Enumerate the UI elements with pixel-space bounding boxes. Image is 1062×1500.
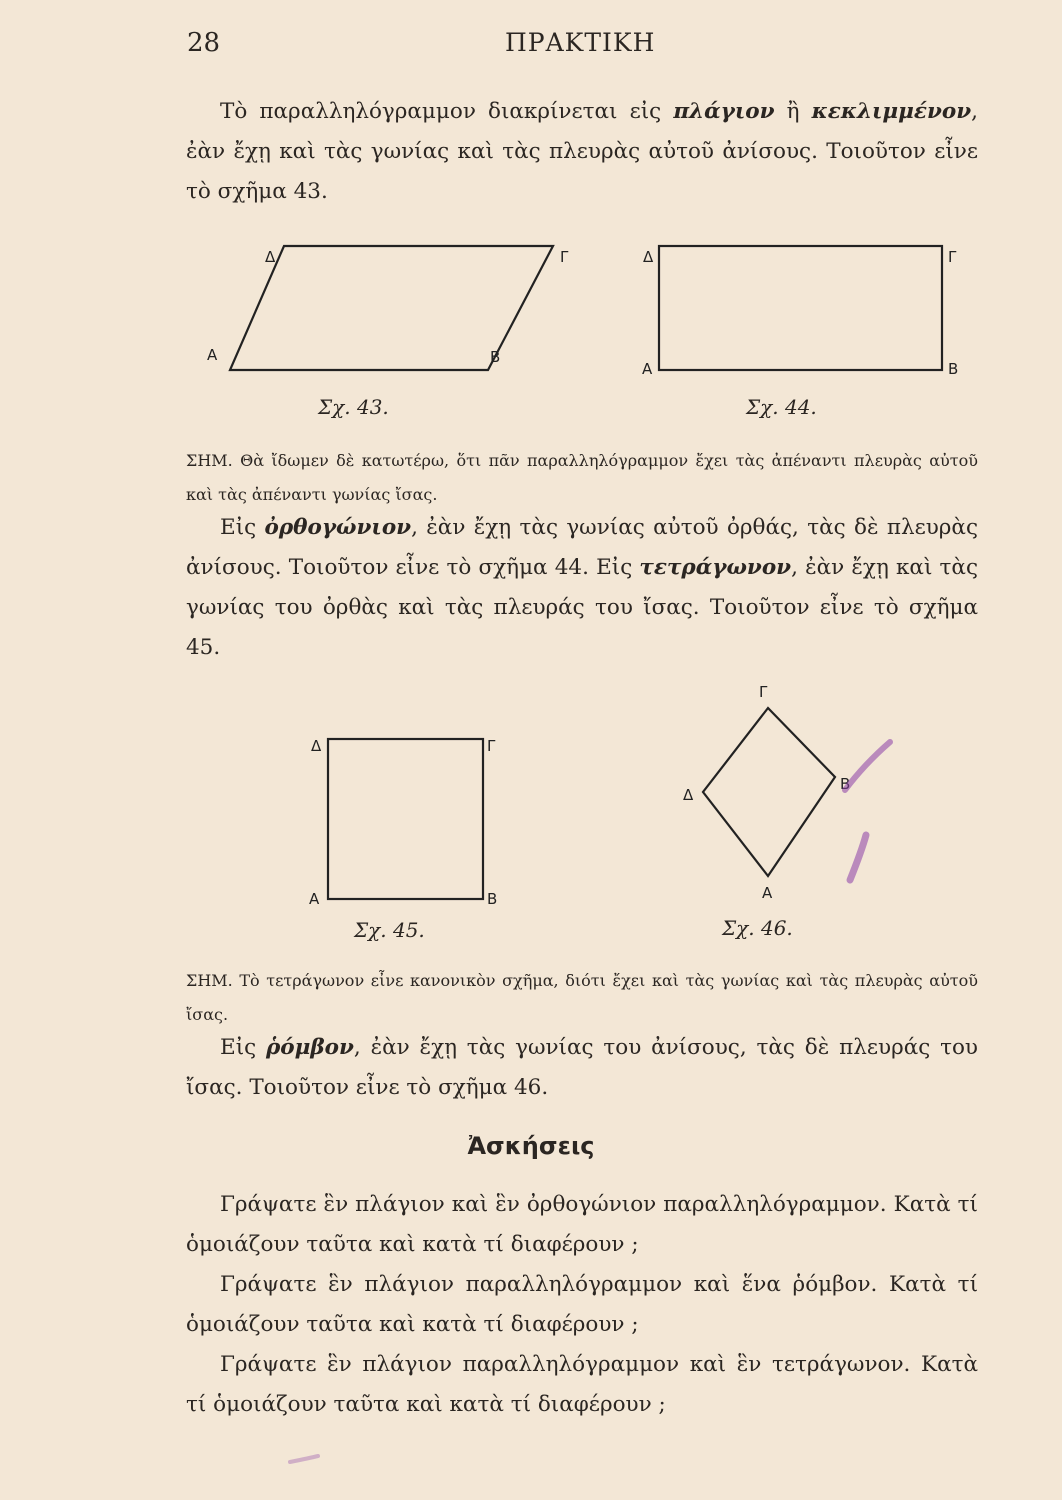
fig43-label-d: Δ bbox=[265, 248, 276, 266]
caption-fig43: Σχ. 43. bbox=[318, 395, 389, 419]
fig45-label-a: Α bbox=[309, 890, 320, 908]
running-header: ΠΡΑΚΤΙΚΗ bbox=[505, 28, 656, 57]
exercise-item bbox=[186, 1185, 978, 1265]
exercise-text: Γράψατε ἓν πλάγιον παραλληλόγραμμον καὶ ἕνα ῥόμβον. Κατὰ τί ὁμοιάζουν ταῦτα καὶ κατὰ τί διαφέρουν ; bbox=[186, 1272, 978, 1337]
term-oblique: πλάγιον bbox=[673, 99, 775, 124]
paragraph-rhombus bbox=[186, 1028, 978, 1108]
page-number: 28 bbox=[187, 28, 221, 58]
exercise-text: Γράψατε ἓν πλάγιον παραλληλόγραμμον καὶ ἓν τετράγωνον. Κατὰ τί ὁμοιάζουν ταῦτα καὶ κατὰ τί διαφέρουν ; bbox=[186, 1352, 978, 1417]
fig46-label-a: Α bbox=[762, 884, 773, 902]
caption-fig44: Σχ. 44. bbox=[746, 395, 817, 419]
fig43-label-b: Β bbox=[490, 348, 501, 366]
fig43-label-a: Α bbox=[207, 346, 218, 364]
note-square: ΣΗΜ. Τὸ τετράγωνον εἶνε κανονικὸν σχῆμα, διότι ἔχει καὶ τὰς γωνίας καὶ τὰς πλευρὰς αὐτοῦ ἴσας. bbox=[186, 971, 978, 1024]
figure-43-parallelogram bbox=[207, 246, 569, 370]
caption-fig45: Σχ. 45. bbox=[354, 918, 425, 942]
p1-intro: Τὸ παραλληλόγραμμον διακρίνεται εἰς bbox=[220, 99, 674, 124]
fig46-label-d: Δ bbox=[683, 786, 694, 804]
fig45-label-g: Γ bbox=[487, 737, 496, 755]
caption-fig46: Σχ. 46. bbox=[722, 916, 793, 940]
p2-intro: Εἰς bbox=[220, 515, 265, 540]
p2-mid: , ἐὰν ἔχῃ τὰς γωνίας αὐτοῦ ὀρθάς, τὰς δὲ πλευρὰς ἀνίσους. Τοιοῦτον εἶνε τὸ σχῆμα 44. Εἰς bbox=[186, 515, 978, 580]
note-parallelogram: ΣΗΜ. Θὰ ἴδωμεν δὲ κατωτέρω, ὅτι πᾶν παραλληλόγραμμον ἔχει τὰς ἀπέναντι πλευρὰς αὐτοῦ καὶ τὰς ἀπέναντι γωνίας ἴσας. bbox=[186, 451, 978, 504]
p2-rest: , ἐὰν ἔχῃ καὶ τὰς γωνίας του ὀρθὰς καὶ τὰς πλευράς του ἴσας. Τοιοῦτον εἶνε τὸ σχῆμα 45. bbox=[186, 555, 978, 660]
term-rectangle: ὀρθογώνιον bbox=[264, 515, 412, 540]
term-rhombus: ῥόμβον bbox=[266, 1035, 354, 1060]
fig43-label-g: Γ bbox=[560, 248, 569, 266]
fig45-label-b: Β bbox=[487, 890, 498, 908]
figure-45-square bbox=[309, 737, 497, 908]
fig46-label-g: Γ bbox=[759, 683, 768, 701]
term-square: τετράγωνον bbox=[639, 555, 792, 580]
exercise-item bbox=[186, 1265, 978, 1345]
fig44-label-a: Α bbox=[642, 360, 653, 378]
figure-44-rectangle bbox=[642, 246, 958, 378]
paragraph-rectangle-square bbox=[186, 508, 978, 668]
fig45-label-d: Δ bbox=[311, 737, 322, 755]
fig44-label-b: Β bbox=[948, 360, 959, 378]
term-inclined: κεκλιμμένον bbox=[811, 99, 972, 124]
exercise-text: Γράψατε ἓν πλάγιον καὶ ἓν ὀρθογώνιον παραλληλόγραμμον. Κατὰ τί ὁμοιάζουν ταῦτα καὶ κατὰ τί διαφέρουν ; bbox=[186, 1192, 978, 1257]
exercise-item bbox=[186, 1345, 978, 1425]
p3-intro: Εἰς bbox=[220, 1035, 266, 1060]
fig44-label-d: Δ bbox=[643, 248, 654, 266]
p1-rest: , ἐὰν ἔχῃ καὶ τὰς γωνίας καὶ τὰς πλευρὰς αὐτοῦ ἀνίσους. Τοιοῦτον εἶνε τὸ σχῆμα 43. bbox=[186, 99, 978, 204]
fig44-label-g: Γ bbox=[948, 248, 957, 266]
p3-rest: , ἐὰν ἔχῃ τὰς γωνίας του ἀνίσους, τὰς δὲ πλευράς του ἴσας. Τοιοῦτον εἶνε τὸ σχῆμα 46. bbox=[186, 1035, 978, 1100]
fig46-label-b: Β bbox=[840, 775, 851, 793]
p1-connector: ἢ bbox=[774, 99, 812, 124]
exercises-heading: Ἀσκήσεις bbox=[467, 1132, 595, 1160]
figure-46-rhombus bbox=[683, 683, 850, 902]
